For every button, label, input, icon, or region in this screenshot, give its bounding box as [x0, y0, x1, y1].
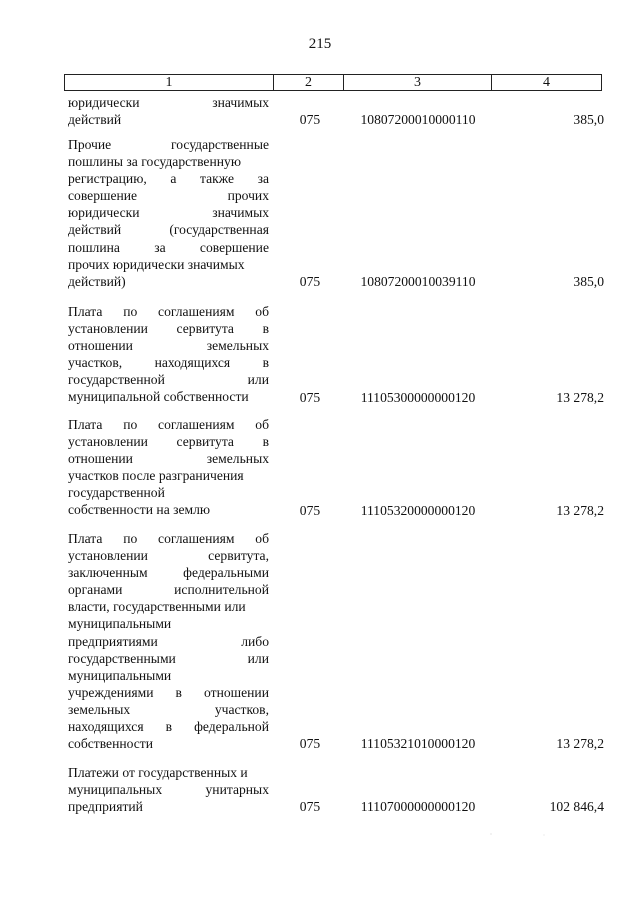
admin-code-cell: 075 [299, 736, 321, 752]
kbk-code-cell: 11107000000000120 [360, 799, 476, 815]
description-line [68, 187, 269, 204]
description-word: за [257, 171, 269, 187]
description-line [68, 239, 269, 256]
description-line [68, 581, 269, 598]
kbk-code-cell: 11105321010000120 [360, 736, 476, 752]
amount-cell: 13 278,2 [556, 389, 604, 405]
description-word: сервитута, [208, 548, 269, 564]
description-line [68, 111, 269, 128]
description-word: Платежи от государственных и [68, 765, 248, 780]
description-word: собственности [68, 736, 154, 752]
description-line [68, 530, 269, 547]
row-description [68, 303, 269, 406]
amount-cell: 13 278,2 [556, 502, 604, 518]
description-word: государственной [68, 485, 165, 501]
description-word: совершение [68, 188, 138, 204]
description-word: земельных [68, 701, 131, 717]
description-word: или [247, 650, 269, 666]
admin-code-cell: 075 [299, 273, 321, 289]
description-line [68, 798, 269, 815]
description-word: участков, [214, 701, 269, 717]
description-line [68, 735, 269, 752]
description-line [68, 153, 269, 170]
description-word: значимых [212, 95, 269, 110]
description-line [68, 501, 269, 518]
description-word: отношении [204, 684, 269, 700]
amount-cell: 102 846,4 [549, 799, 604, 815]
description-word: в [262, 434, 269, 450]
description-word: пошлины за государственную [68, 154, 241, 170]
description-word: а [170, 171, 177, 187]
description-word: предприятиями [68, 633, 158, 649]
description-word: в [262, 321, 269, 337]
description-word: федеральными [183, 565, 269, 581]
description-word: муниципальной собственности [68, 389, 249, 405]
description-word: юридически [68, 205, 140, 221]
description-line [68, 371, 269, 388]
description-line [68, 273, 269, 290]
description-word: совершение [199, 239, 269, 255]
description-word: государственными [68, 650, 176, 666]
description-line [68, 303, 269, 320]
description-word: действий) [68, 273, 126, 289]
description-line [68, 764, 269, 781]
description-word: власти, государственными или [68, 599, 246, 615]
description-line [68, 467, 269, 484]
description-word: муниципальных [68, 782, 163, 798]
description-word: об [255, 417, 269, 432]
description-word: Прочие [68, 137, 112, 152]
description-line [68, 221, 269, 238]
kbk-code-cell: 10807200010000110 [360, 112, 476, 128]
kbk-code-cell: 10807200010039110 [360, 273, 476, 289]
description-word: в [175, 684, 182, 700]
row-description [68, 136, 269, 290]
description-word: в [165, 719, 173, 735]
row-description [68, 530, 269, 752]
description-word: действий [68, 112, 122, 128]
description-line [68, 718, 269, 735]
description-word: заключенным [68, 565, 148, 581]
description-word: либо [241, 633, 269, 649]
header-col-2: 2 [274, 75, 344, 90]
description-word: Плата [68, 531, 103, 546]
description-line [68, 701, 269, 718]
description-word: по [123, 417, 138, 432]
admin-code-cell: 075 [299, 502, 321, 518]
description-line [68, 781, 269, 798]
admin-code-cell: 075 [299, 389, 321, 405]
description-word: также [200, 171, 234, 187]
description-word: отношении [68, 451, 133, 467]
amount-cell: 13 278,2 [556, 736, 604, 752]
description-word: юридически [68, 95, 140, 110]
description-word: значимых [212, 205, 269, 221]
description-word: учреждениями [68, 684, 154, 700]
description-line [68, 450, 269, 467]
description-word: муниципальными [68, 667, 172, 683]
description-line [68, 433, 269, 450]
description-line [68, 615, 269, 632]
description-word: муниципальными [68, 616, 172, 632]
description-word: соглашениям [158, 417, 235, 432]
description-line [68, 256, 269, 273]
row-description [68, 764, 269, 815]
description-word: (государственная [169, 222, 269, 238]
header-col-4: 4 [543, 75, 550, 90]
header-col-3: 3 [344, 75, 492, 90]
description-line [68, 388, 269, 405]
row-description [68, 416, 269, 519]
description-word: об [255, 304, 269, 319]
description-word: или [247, 372, 269, 388]
amount-cell: 385,0 [573, 273, 604, 289]
description-word: органами [68, 582, 123, 598]
description-word: государственной [68, 372, 165, 388]
description-line [68, 667, 269, 684]
description-word: действий [68, 222, 122, 238]
description-line [68, 337, 269, 354]
description-line [68, 598, 269, 615]
description-word: регистрацию, [68, 171, 147, 187]
admin-code-cell: 075 [299, 112, 321, 128]
description-word: исполнительной [174, 582, 269, 598]
description-line [68, 547, 269, 564]
description-word: об [255, 531, 269, 546]
description-line [68, 650, 269, 667]
admin-code-cell: 075 [299, 799, 321, 815]
description-word: прочих юридически значимых [68, 256, 245, 272]
description-line [68, 484, 269, 501]
description-word: государственные [171, 137, 269, 152]
description-word: установлении [68, 434, 148, 450]
description-word: сервитута [176, 434, 234, 450]
description-word: земельных [206, 338, 269, 354]
kbk-code-cell: 11105300000000120 [360, 389, 476, 405]
description-word: находящихся [68, 719, 144, 735]
description-line [68, 204, 269, 221]
row-description [68, 94, 269, 128]
description-word: предприятий [68, 799, 143, 815]
description-line [68, 684, 269, 701]
description-word: соглашениям [158, 304, 235, 319]
description-word: по [123, 531, 138, 546]
description-line [68, 354, 269, 371]
description-word: Плата [68, 417, 103, 432]
description-word: пошлина [68, 239, 120, 255]
description-line [68, 136, 269, 153]
page-number: 215 [308, 36, 332, 52]
description-word: земельных [206, 451, 269, 467]
description-word: прочих [227, 188, 269, 204]
description-word: соглашениям [158, 531, 235, 546]
description-word: отношении [68, 338, 133, 354]
description-word: участков после разграничения [68, 468, 244, 484]
description-word: Плата [68, 304, 103, 319]
description-line [68, 170, 269, 187]
description-line [68, 633, 269, 650]
description-word: находящихся [154, 355, 231, 371]
description-line [68, 320, 269, 337]
kbk-code-cell: 11105320000000120 [360, 502, 476, 518]
description-line [68, 564, 269, 581]
amount-cell: 385,0 [573, 112, 604, 128]
description-word: федеральной [194, 719, 269, 735]
description-word: по [123, 304, 138, 319]
description-word: за [154, 239, 166, 255]
description-line [68, 94, 269, 111]
description-line [68, 416, 269, 433]
description-word: сервитута [176, 321, 234, 337]
description-word: собственности на землю [68, 502, 211, 518]
description-word: участков, [68, 355, 123, 371]
description-word: унитарных [205, 782, 269, 798]
scan-specks [488, 832, 548, 837]
description-word: в [262, 355, 269, 371]
description-word: установлении [68, 548, 148, 564]
header-col-1: 1 [65, 75, 274, 90]
description-word: установлении [68, 321, 148, 337]
